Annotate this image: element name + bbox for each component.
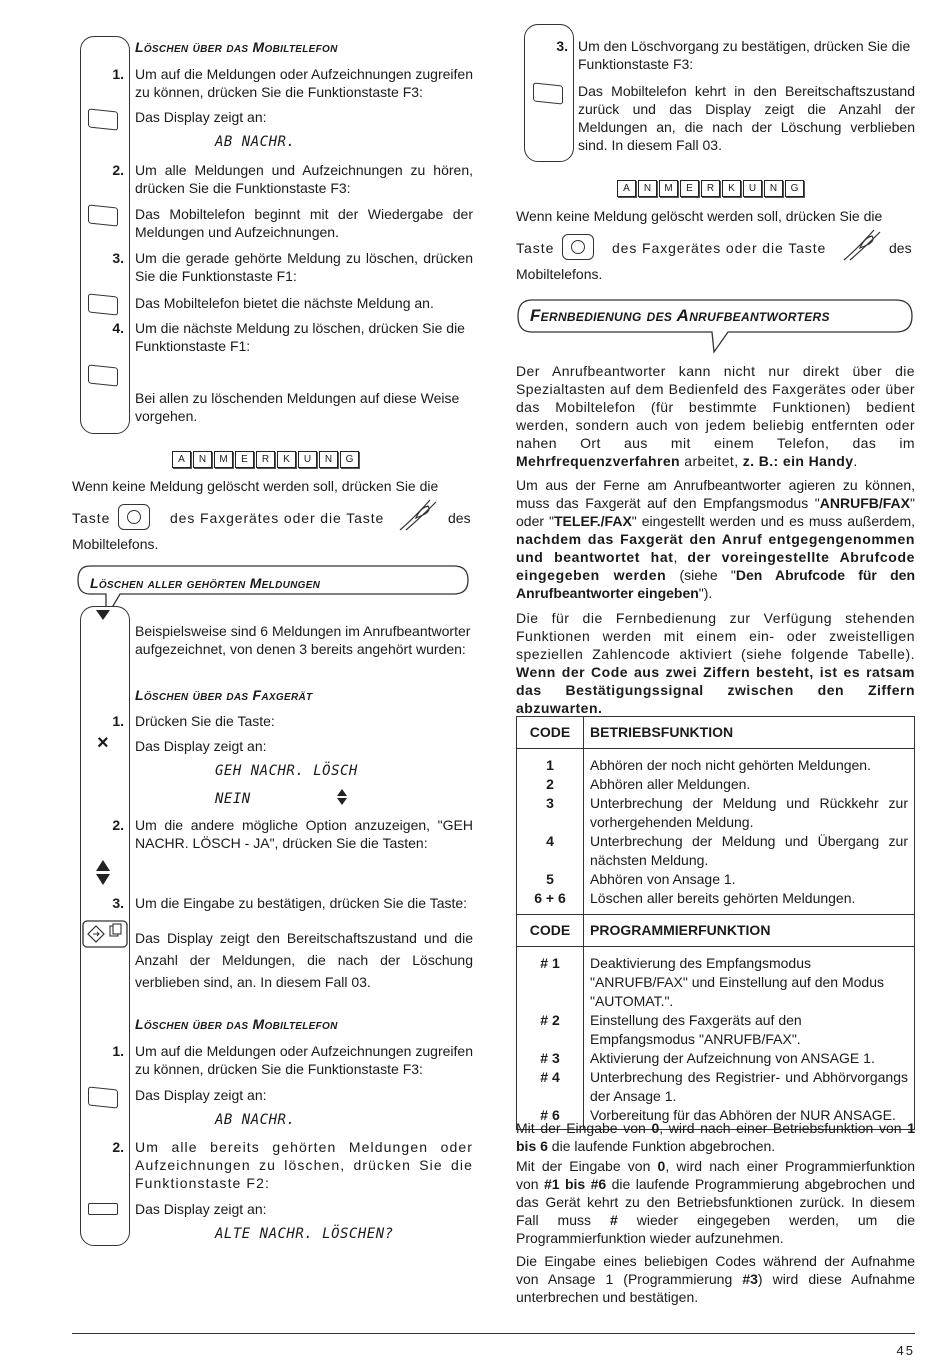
- section-heading-bubble: [76, 564, 470, 622]
- note-label: [172, 451, 359, 468]
- note-letter: M: [659, 180, 678, 197]
- note-letter: N: [319, 451, 338, 468]
- step-number: 3.: [556, 38, 568, 54]
- step-number: 1.: [112, 1043, 124, 1059]
- step-text: Um den Löschvorgang zu bestätigen, drücken Sie die Funktionstaste F3:: [578, 38, 911, 72]
- note-text: Mobiltelefons.: [516, 266, 603, 282]
- note-text: Wenn keine Meldung gelöscht werden soll, drücken Sie die: [72, 478, 439, 494]
- note-text: des Faxgerätes oder die Taste: [612, 240, 827, 256]
- table-header: BETRIEBSFUNKTION: [584, 717, 915, 749]
- step-text: Das Display zeigt an:: [135, 109, 267, 125]
- note-letter: A: [617, 180, 636, 197]
- display-text: NEIN: [215, 791, 251, 807]
- step-text: Um auf die Meldungen oder Aufzeichnungen zugreifen zu können, drücken Sie die Funktionstaste F3:: [135, 66, 473, 100]
- display-text: AB NACHR.: [215, 1112, 296, 1128]
- step-text: Um die Eingabe zu bestätigen, drücken Sie die Taste:: [135, 895, 468, 911]
- step-text: Bei allen zu löschenden Meldungen auf diese Weise vorgehen.: [135, 390, 460, 424]
- table-cell: # 2: [517, 1011, 584, 1049]
- note-letter: M: [214, 451, 233, 468]
- main-heading: Fernbedienung des Anrufbeantworters: [530, 306, 830, 325]
- step-number: 1.: [112, 713, 124, 729]
- note-label: [617, 180, 804, 197]
- note-letter: K: [722, 180, 741, 197]
- function-key-icon: [533, 82, 563, 104]
- table-cell: # 6: [517, 1106, 584, 1130]
- function-key-icon: [88, 1086, 118, 1108]
- note-letter: N: [638, 180, 657, 197]
- step-number: 1.: [112, 66, 124, 82]
- step-text: Um alle bereits gehörten Meldungen oder Aufzeichnungen zu löschen, drücken Sie die Funktionstaste F2:: [135, 1139, 473, 1191]
- note-letter: E: [680, 180, 699, 197]
- function-key-icon: [88, 204, 118, 226]
- phone-end-key-icon: [840, 226, 884, 262]
- table-cell: # 3: [517, 1049, 584, 1068]
- note-text: des: [889, 240, 912, 256]
- table-header: CODE: [517, 717, 584, 749]
- note-letter: U: [743, 180, 762, 197]
- section-title: Löschen aller gehörten Meldungen: [90, 575, 321, 591]
- note-text: Taste: [516, 240, 555, 256]
- table-cell: 1: [517, 749, 584, 776]
- note-text: Wenn keine Meldung gelöscht werden soll, drücken Sie die: [516, 208, 883, 224]
- up-down-arrows-icon: [96, 860, 112, 888]
- stop-key-icon: [562, 234, 594, 260]
- note-letter: U: [298, 451, 317, 468]
- step-text: Um die nächste Meldung zu löschen, drücken Sie die Funktionstaste F1:: [135, 320, 465, 354]
- note-letter: R: [256, 451, 275, 468]
- footer-rule: [72, 1333, 915, 1334]
- step-text: Das Display zeigt an:: [135, 1201, 267, 1217]
- paragraph: Mit der Eingabe von 0, wird nach einer Betriebsfunktion von 1 bis 6 die laufende Funktion abgebrochen.: [516, 1120, 915, 1154]
- step-text: Das Display zeigt an:: [135, 1087, 267, 1103]
- paragraph: Der Anrufbeantworter kann nicht nur direkt über die Spezialtasten auf dem Bedienfeld des Faxgerätes oder über das Mobiltelefon (für bestimmte Funktionen) bedient werden, sondern auch von jedem beliebig entfernten oder nahen Ort aus mit einem Telefon, das im Mehrfrequenzverfahren arbeitet, z. B.: ein Handy.: [516, 363, 915, 469]
- arrow-down-icon: [96, 610, 110, 620]
- step-number: 2.: [112, 1139, 124, 1155]
- step-number: 3.: [112, 250, 124, 266]
- note-letter: N: [764, 180, 783, 197]
- table-cell: Unterbrechung des Registrier- und Abhörvorgangs der Ansage 1.: [590, 1069, 908, 1104]
- table-cell: Aktivierung der Aufzeichnung von ANSAGE 1.: [590, 1050, 875, 1066]
- paragraph: Die für die Fernbedienung zur Verfügung stehenden Funktionen werden mit einem ein- oder zweistelligen speziellen Zahlencode aktiviert (siehe folgende Tabelle). Wenn der Code aus zwei Ziffern besteht, ist es ratsam das Bestätigungssignal zwischen den Ziffern abzuwarten.: [516, 610, 915, 716]
- table-cell: 6 + 6: [517, 889, 584, 915]
- step-text: Das Display zeigt den Bereitschaftszustand und die Anzahl der Meldungen, die nach der Löschung verblieben sind, an. In diesem Fall 03.: [135, 930, 473, 990]
- step-number: 2.: [112, 162, 124, 178]
- table-cell: Vorbereitung für das Abhören der NUR ANSAGE.: [590, 1107, 896, 1123]
- display-text: ALTE NACHR. LÖSCHEN?: [215, 1226, 394, 1242]
- step-text: Um die gerade gehörte Meldung zu löschen, drücken Sie die Funktionstaste F1:: [135, 250, 473, 284]
- table-cell: Löschen aller bereits gehörten Meldungen.: [590, 890, 856, 906]
- table-cell: Unterbrechung der Meldung und Rückkehr zur vorhergehenden Meldung.: [590, 795, 908, 830]
- function-key-icon: [88, 108, 118, 130]
- start-key-icon: [82, 920, 128, 948]
- note-letter: E: [235, 451, 254, 468]
- table-cell: # 1: [517, 947, 584, 1012]
- display-text: GEH NACHR. LÖSCH: [215, 763, 358, 779]
- table-cell: 3: [517, 794, 584, 832]
- step-text: Um alle Meldungen und Aufzeichnungen zu hören, drücken Sie die Funktionstaste F3:: [135, 162, 473, 196]
- table-cell: 2: [517, 775, 584, 794]
- table-cell: Unterbrechung der Meldung und Übergang zur nächsten Meldung.: [590, 833, 908, 868]
- note-letter: G: [785, 180, 804, 197]
- table-cell: # 4: [517, 1068, 584, 1106]
- table-cell: Deaktivierung des Empfangsmodus "ANRUFB/FAX" und Einstellung auf den Modus "AUTOMAT.".: [590, 955, 884, 1009]
- table-cell: Abhören aller Meldungen.: [590, 776, 751, 792]
- function-key-icon: [88, 293, 118, 315]
- cross-key-icon: ×: [97, 732, 109, 754]
- paragraph: Mit der Eingabe von 0, wird nach einer Programmierfunktion von #1 bis #6 die laufende Programmierung abgebrochen und das Gerät kehrt zu den Betriebsfunktionen zurück. In diesem Fall muss # wieder eingegeben werden, um die Programmierfunktion wieder aufzunehmen.: [516, 1158, 916, 1246]
- note-text: des: [448, 510, 471, 526]
- note-letter: K: [277, 451, 296, 468]
- phone-end-key-icon: [396, 496, 440, 532]
- code-table: [516, 716, 915, 1130]
- step-text: Das Mobiltelefon kehrt in den Bereitschaftszustand zurück und das Display zeigt die Anzahl der Meldungen an, die nach der Löschung verblieben sind. In diesem Fall 03.: [578, 83, 915, 153]
- note-letter: R: [701, 180, 720, 197]
- table-cell: Einstellung des Faxgeräts auf den Empfangsmodus "ANRUFB/FAX".: [590, 1012, 802, 1047]
- section-title: Löschen über das Mobiltelefon: [135, 39, 338, 55]
- function-key-icon: [88, 1203, 118, 1215]
- step-number: 3.: [112, 895, 124, 911]
- step-text: Das Display zeigt an:: [135, 738, 267, 754]
- note-text: Mobiltelefons.: [72, 536, 159, 552]
- display-text: AB NACHR.: [215, 134, 296, 150]
- step-text: Das Mobiltelefon bietet die nächste Meldung an.: [135, 295, 434, 311]
- paragraph: Um aus der Ferne am Anrufbeantworter agieren zu können, muss das Faxgerät auf den Empfangsmodus "ANRUFB/FAX" oder "TELEF./FAX" eingestellt werden und es muss außerdem, nachdem das Faxgerät den Anruf entgegengenommen und beantwortet hat, der voreingestellte Abrufcode eingegeben werden (siehe "Den Abrufcode für den Anrufbeantworter eingeben").: [516, 477, 916, 601]
- table-header: CODE: [517, 915, 584, 947]
- note-letter: A: [172, 451, 191, 468]
- note-letter: G: [340, 451, 359, 468]
- intro-text: Beispielsweise sind 6 Meldungen im Anrufbeantworter aufgezeichnet, von denen 3 bereits angehört wurden:: [135, 623, 471, 657]
- section-title: Löschen über das Mobiltelefon: [135, 1016, 338, 1032]
- step-text: Drücken Sie die Taste:: [135, 713, 275, 729]
- table-cell: 5: [517, 870, 584, 889]
- stop-key-icon: [118, 504, 150, 530]
- table-cell: Abhören von Ansage 1.: [590, 871, 736, 887]
- step-text: Das Mobiltelefon beginnt mit der Wiedergabe der Meldungen und Aufzeichnungen.: [135, 206, 473, 240]
- up-down-arrows-icon: [337, 789, 349, 807]
- table-header: PROGRAMMIERFUNKTION: [584, 915, 915, 947]
- paragraph: Die Eingabe eines beliebigen Codes während der Aufnahme von Ansage 1 (Programmierung #3) wird diese Aufnahme unterbrechen und bestätigen.: [516, 1253, 915, 1305]
- function-key-icon: [88, 364, 118, 386]
- step-text: Um auf die Meldungen oder Aufzeichnungen zugreifen zu können, drücken Sie die Funktionstaste F3:: [135, 1043, 473, 1077]
- step-number: 2.: [112, 817, 124, 833]
- note-text: des Faxgerätes oder die Taste: [170, 510, 385, 526]
- note-letter: N: [193, 451, 212, 468]
- table-cell: Abhören der noch nicht gehörten Meldungen.: [590, 757, 871, 773]
- page-number: 45: [896, 1343, 915, 1358]
- table-cell: 4: [517, 832, 584, 870]
- step-number: 4.: [112, 320, 124, 336]
- step-text: Um die andere mögliche Option anzuzeigen, "GEH NACHR. LÖSCH - JA", drücken Sie die Tasten:: [135, 817, 473, 851]
- section-title: Löschen über das Faxgerät: [135, 687, 313, 703]
- note-text: Taste: [72, 510, 111, 526]
